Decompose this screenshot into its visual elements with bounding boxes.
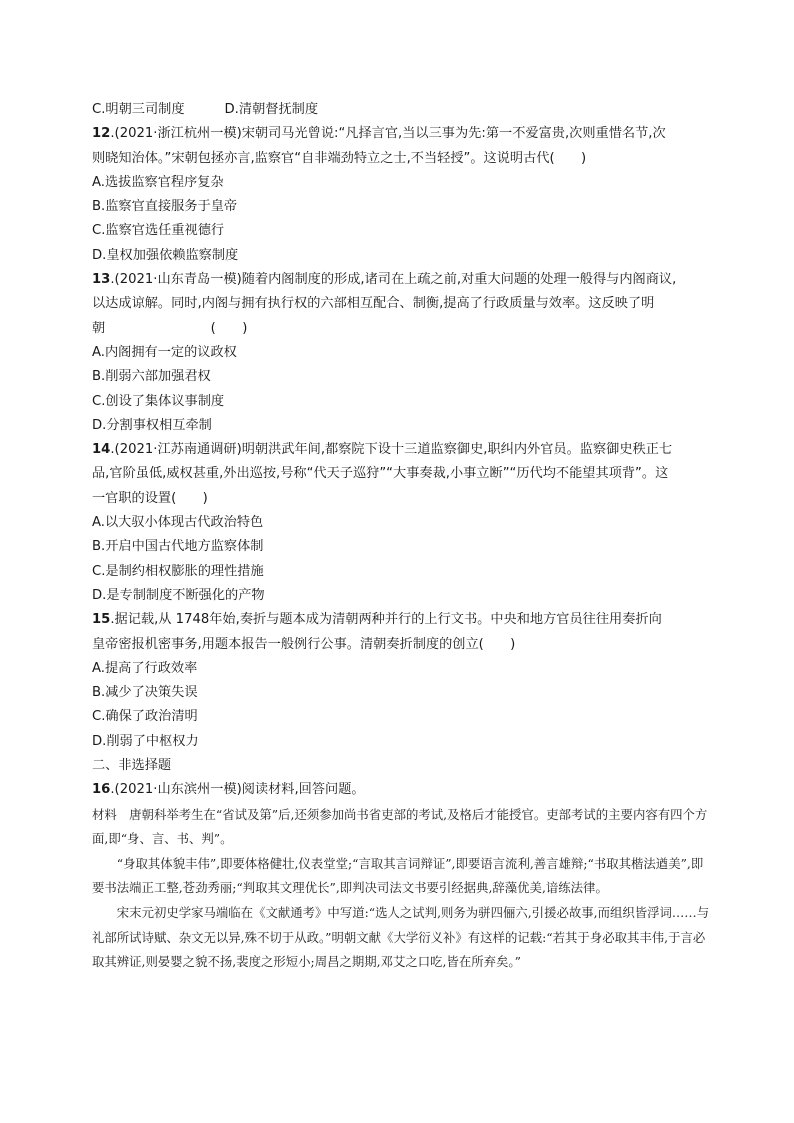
q12-stem-line-1	[92, 122, 710, 146]
q15-stem-line-1	[92, 608, 710, 632]
q13-text-1: 随着内阁制度的形成,诸司在上疏之前,对重大问题的处理一般得与内阁商议,	[241, 272, 677, 288]
q13-option-c[interactable]: C.创设了集体议事制度	[92, 393, 225, 409]
q16-prompt: 阅读材料,回答问题。	[241, 782, 365, 798]
q16-material-paragraph-3: 宋末元初史学家马端临在《文献通考》中写道:“选人之试判,则务为骈四俪六,引援必故事,而组织皆浮词……与礼部所试诗赋、杂文无以异,殊不切于从政。”明朝文献《大学衍义补》有这样的记载:“若其于身必取其丰伟,于言必取其辨证,则晏婴之貌不扬,裴度之形短小;周昌之期期,邓艾之口吃,皆在所弃矣。”	[92, 904, 710, 970]
q15-stem-line-2: 皇帝密报机密事务,用题本报告一般例行公事。清朝奏折制度的创立( )	[92, 636, 516, 652]
q13-option-d[interactable]: D.分割事权相互牵制	[92, 417, 212, 433]
q14-text-1: 明朝洪武年间,都察院下设十三道监察御史,职纠内外官员。监察御史秩正七	[241, 442, 673, 458]
q16-material-paragraph-1: 材料 唐朝科举考生在“省试及第”后,还须参加尚书省吏部的考试,及格后才能授官。吏部考试的主要内容有四个方面,即“身、言、书、判”。	[92, 806, 708, 847]
q11-option-d[interactable]: D.清朝督抚制度	[224, 102, 319, 117]
q14-stem-line-3: 一官职的设置( )	[92, 490, 208, 506]
q11-options-cd	[92, 98, 710, 122]
q13-option-a[interactable]: A.内阁拥有一定的议政权	[92, 344, 237, 360]
q14-source: .(2021·江苏南通调研)	[110, 442, 242, 458]
q12-stem-line-2: 则晓知治体。”宋朝包拯亦言,监察官“自非端劲特立之士,不当轻授”。这说明古代( )	[92, 150, 587, 166]
q13-stem-line-3: 朝 ( )	[92, 320, 248, 336]
q14-stem-line-1	[92, 438, 710, 462]
q13-stem-line-2: 以达成谅解。同时,内阁与拥有执行权的六部相互配合、制衡,提高了行政质量与效率。这反映了明	[92, 296, 655, 312]
q12-text-1: 宋朝司马光曾说:“凡择言官,当以三事为先:第一不爱富贵,次则重惜名节,次	[241, 126, 666, 142]
q12-option-d[interactable]: D.皇权加强依赖监察制度	[92, 247, 239, 263]
q16-source: .(2021·山东滨州一模)	[110, 782, 242, 798]
q16-number: 16	[92, 782, 111, 798]
q13-stem-line-1	[92, 268, 710, 292]
question-13	[92, 268, 710, 438]
q12-source: .(2021·浙江杭州一模)	[110, 126, 242, 142]
q12-option-c[interactable]: C.监察官选任重视德行	[92, 223, 225, 239]
q14-option-d[interactable]: D.是专制制度不断强化的产物	[92, 587, 265, 603]
q15-option-d[interactable]: D.削弱了中枢权力	[92, 733, 199, 749]
q12-option-a[interactable]: A.选拔监察官程序复杂	[92, 174, 224, 190]
q14-option-c[interactable]: C.是制约相权膨胀的理性措施	[92, 563, 264, 579]
q14-option-a[interactable]: A.以大驭小体现古代政治特色	[92, 515, 264, 531]
q15-option-a[interactable]: A.提高了行政效率	[92, 660, 198, 676]
q15-text-1: .据记载,从 1748年始,奏折与题本成为清朝两种并行的上行文书。中央和地方官员往往用奏折向	[110, 612, 662, 628]
q13-number: 13	[92, 272, 111, 288]
q15-option-c[interactable]: C.确保了政治清明	[92, 709, 198, 725]
question-12	[92, 122, 710, 268]
q15-option-b[interactable]: B.减少了决策失误	[92, 685, 198, 701]
question-16	[92, 778, 710, 974]
q12-number: 12	[92, 126, 111, 142]
q11-option-c[interactable]: C.明朝三司制度	[92, 102, 185, 117]
q13-option-b[interactable]: B.削弱六部加强君权	[92, 369, 211, 385]
question-14	[92, 438, 710, 608]
q16-stem	[92, 778, 710, 802]
q15-number: 15	[92, 612, 111, 628]
q14-stem-line-2: 品,官阶虽低,威权甚重,外出巡按,号称“代天子巡狩”“大事奏裁,小事立断”“历代均不能望其项背”。这	[92, 466, 669, 482]
q13-source: .(2021·山东青岛一模)	[110, 272, 242, 288]
q14-option-b[interactable]: B.开启中国古代地方监察体制	[92, 539, 264, 555]
q14-number: 14	[92, 442, 111, 458]
q12-option-b[interactable]: B.监察官直接服务于皇帝	[92, 199, 238, 215]
q16-material-paragraph-2: “身取其体貌丰伟”,即要体格健壮,仪表堂堂;“言取其言词辩证”,即要语言流利,善言雄辩;“书取其楷法遒美”,即要书法端正工整,苍劲秀丽;“判取其文理优长”,即判决司法文书要引经据典,辞藻优美,谙练法律。	[92, 855, 704, 896]
section-heading-non-choice: 二、非选择题	[92, 758, 172, 774]
exam-page	[92, 98, 710, 975]
question-15	[92, 608, 710, 754]
